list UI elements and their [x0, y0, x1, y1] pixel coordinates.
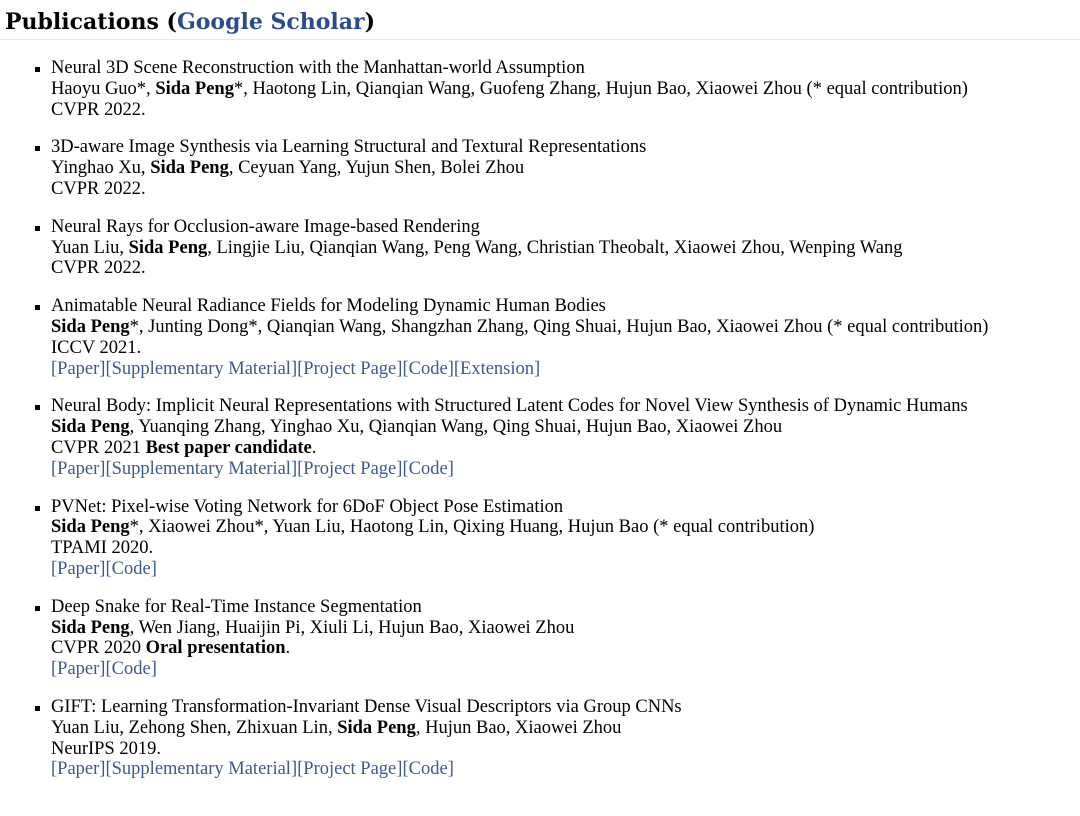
author-self: Sida Peng [51, 617, 130, 638]
author-self: Sida Peng [128, 237, 208, 258]
publication-links [51, 459, 1076, 480]
publication-title: Neural Rays for Occlusion-aware Image-based Rendering [51, 216, 480, 237]
author-text: Yinghao Xu, [51, 158, 151, 179]
publication-venue [51, 100, 1076, 121]
link-code[interactable]: [Code] [402, 358, 454, 379]
publication-authors [51, 417, 1076, 438]
publication-authors [51, 238, 1076, 259]
link-label[interactable]: Paper [57, 659, 100, 680]
venue-text: CVPR 2022. [51, 178, 146, 199]
author-text: *, Xiaowei Zhou*, Yuan Liu, Haotong Lin, Qixing Huang, Hujun Bao (* equal contribution) [129, 517, 815, 538]
author-text: Yuan Liu, [51, 237, 129, 258]
publication-list [51, 58, 1076, 797]
link-label[interactable]: Code [408, 358, 448, 379]
publication-links [51, 359, 1076, 380]
link-label[interactable]: Extension [460, 358, 535, 379]
link-label[interactable]: Supplementary Material [111, 759, 291, 780]
publication-authors [51, 317, 1076, 338]
link-paper[interactable]: [Paper] [51, 759, 106, 780]
publication-title: Neural 3D Scene Reconstruction with the Manhattan-world Assumption [51, 58, 585, 78]
publication-item [51, 697, 1076, 780]
publication-item [51, 396, 1076, 479]
author-self: Sida Peng [155, 78, 234, 99]
link-label[interactable]: Code [111, 558, 151, 579]
link-label[interactable]: Paper [57, 358, 100, 379]
publication-venue [51, 538, 1076, 559]
venue-text: CVPR 2022. [51, 258, 146, 279]
link-label[interactable]: Project Page [303, 458, 397, 479]
publication-item [51, 497, 1076, 580]
publication-title: Neural Body: Implicit Neural Representations with Structured Latent Codes for Novel View Synthesis of Dynamic Humans [51, 396, 968, 417]
publication-links [51, 559, 1076, 580]
link-label[interactable]: Project Page [303, 759, 397, 780]
heading-suffix: ) [364, 9, 376, 35]
link-label[interactable]: Paper [57, 759, 100, 780]
publication-item [51, 217, 1076, 279]
author-self: Sida Peng [51, 517, 130, 538]
link-label[interactable]: Code [111, 659, 151, 680]
link-project-page[interactable]: [Project Page] [297, 358, 403, 379]
link-code[interactable]: [Code] [402, 458, 454, 479]
link-supplementary-material[interactable]: [Supplementary Material] [105, 358, 298, 379]
link-supplementary-material[interactable]: [Supplementary Material] [105, 458, 298, 479]
link-label[interactable]: Paper [57, 458, 100, 479]
venue-end: . [285, 638, 291, 659]
link-project-page[interactable]: [Project Page] [297, 759, 403, 780]
author-self: Sida Peng [337, 717, 416, 738]
publication-title: Animatable Neural Radiance Fields for Modeling Dynamic Human Bodies [51, 296, 606, 317]
publication-authors [51, 79, 1076, 100]
link-label[interactable]: Supplementary Material [111, 458, 291, 479]
link-paper[interactable]: [Paper] [51, 558, 106, 579]
publication-venue [51, 638, 1076, 659]
author-text: *, Haotong Lin, Qianqian Wang, Guofeng Zhang, Hujun Bao, Xiaowei Zhou (* equal contribution) [233, 78, 968, 99]
venue-text: TPAMI 2020. [51, 538, 154, 559]
venue-text: NeurIPS 2019. [51, 738, 161, 759]
publication-links [51, 759, 1076, 780]
heading-prefix: Publications ( [5, 9, 177, 35]
publication-title: 3D-aware Image Synthesis via Learning Structural and Textural Representations [51, 137, 647, 158]
publication-title: Deep Snake for Real-Time Instance Segmentation [51, 596, 422, 617]
author-text: Haoyu Guo*, [51, 78, 156, 99]
author-text: Yuan Liu, Zehong Shen, Zhixuan Lin, [51, 717, 338, 738]
author-text: , Ceyuan Yang, Yujun Shen, Bolei Zhou [228, 158, 525, 179]
author-text: *, Junting Dong*, Qianqian Wang, Shangzhan Zhang, Qing Shuai, Hujun Bao, Xiaowei Zhou (* equal contribution) [129, 316, 989, 337]
link-label[interactable]: Paper [57, 558, 100, 579]
publication-authors [51, 517, 1076, 538]
venue-end: . [311, 437, 317, 458]
link-label[interactable]: Supplementary Material [111, 358, 291, 379]
publication-item [51, 597, 1076, 680]
publication-venue [51, 179, 1076, 200]
author-self: Sida Peng [51, 316, 130, 337]
link-supplementary-material[interactable]: [Supplementary Material] [105, 759, 298, 780]
publication-authors [51, 158, 1076, 179]
publication-links [51, 659, 1076, 680]
link-code[interactable]: [Code] [105, 659, 157, 680]
venue-text: CVPR 2021 [51, 437, 146, 458]
author-text: , Hujun Bao, Xiaowei Zhou [415, 717, 622, 738]
link-project-page[interactable]: [Project Page] [297, 458, 403, 479]
publication-item [51, 137, 1076, 199]
link-paper[interactable]: [Paper] [51, 358, 106, 379]
google-scholar-link[interactable]: Google Scholar [176, 9, 365, 35]
author-text: , Wen Jiang, Huaijin Pi, Xiuli Li, Hujun Bao, Xiaowei Zhou [129, 617, 575, 638]
link-label[interactable]: Code [408, 458, 448, 479]
link-code[interactable]: [Code] [105, 558, 157, 579]
venue-text: CVPR 2022. [51, 99, 146, 120]
publication-venue [51, 438, 1076, 459]
publication-title: PVNet: Pixel-wise Voting Network for 6DoF Object Pose Estimation [51, 496, 564, 517]
link-label[interactable]: Project Page [303, 358, 397, 379]
publication-venue [51, 258, 1076, 279]
publication-venue [51, 739, 1076, 760]
author-text: , Yuanqing Zhang, Yinghao Xu, Qianqian Wang, Qing Shuai, Hujun Bao, Xiaowei Zhou [129, 417, 783, 438]
publication-item [51, 58, 1076, 120]
publications-heading [0, 0, 1080, 40]
venue-award: Oral presentation [145, 638, 286, 659]
publication-authors [51, 618, 1076, 639]
link-extension[interactable]: [Extension] [453, 358, 541, 379]
venue-text: CVPR 2020 [51, 638, 146, 659]
link-paper[interactable]: [Paper] [51, 458, 106, 479]
publication-venue [51, 338, 1076, 359]
publication-item [51, 296, 1076, 379]
author-text: , Lingjie Liu, Qianqian Wang, Peng Wang, Christian Theobalt, Xiaowei Zhou, Wenping Wang [207, 237, 903, 258]
author-self: Sida Peng [51, 417, 130, 438]
publication-authors [51, 718, 1076, 739]
author-self: Sida Peng [150, 158, 229, 179]
publication-title: GIFT: Learning Transformation-Invariant Dense Visual Descriptors via Group CNNs [51, 696, 682, 717]
link-label[interactable]: Code [408, 759, 448, 780]
venue-text: ICCV 2021. [51, 337, 142, 358]
link-code[interactable]: [Code] [402, 759, 454, 780]
link-paper[interactable]: [Paper] [51, 659, 106, 680]
venue-award: Best paper candidate [145, 437, 312, 458]
